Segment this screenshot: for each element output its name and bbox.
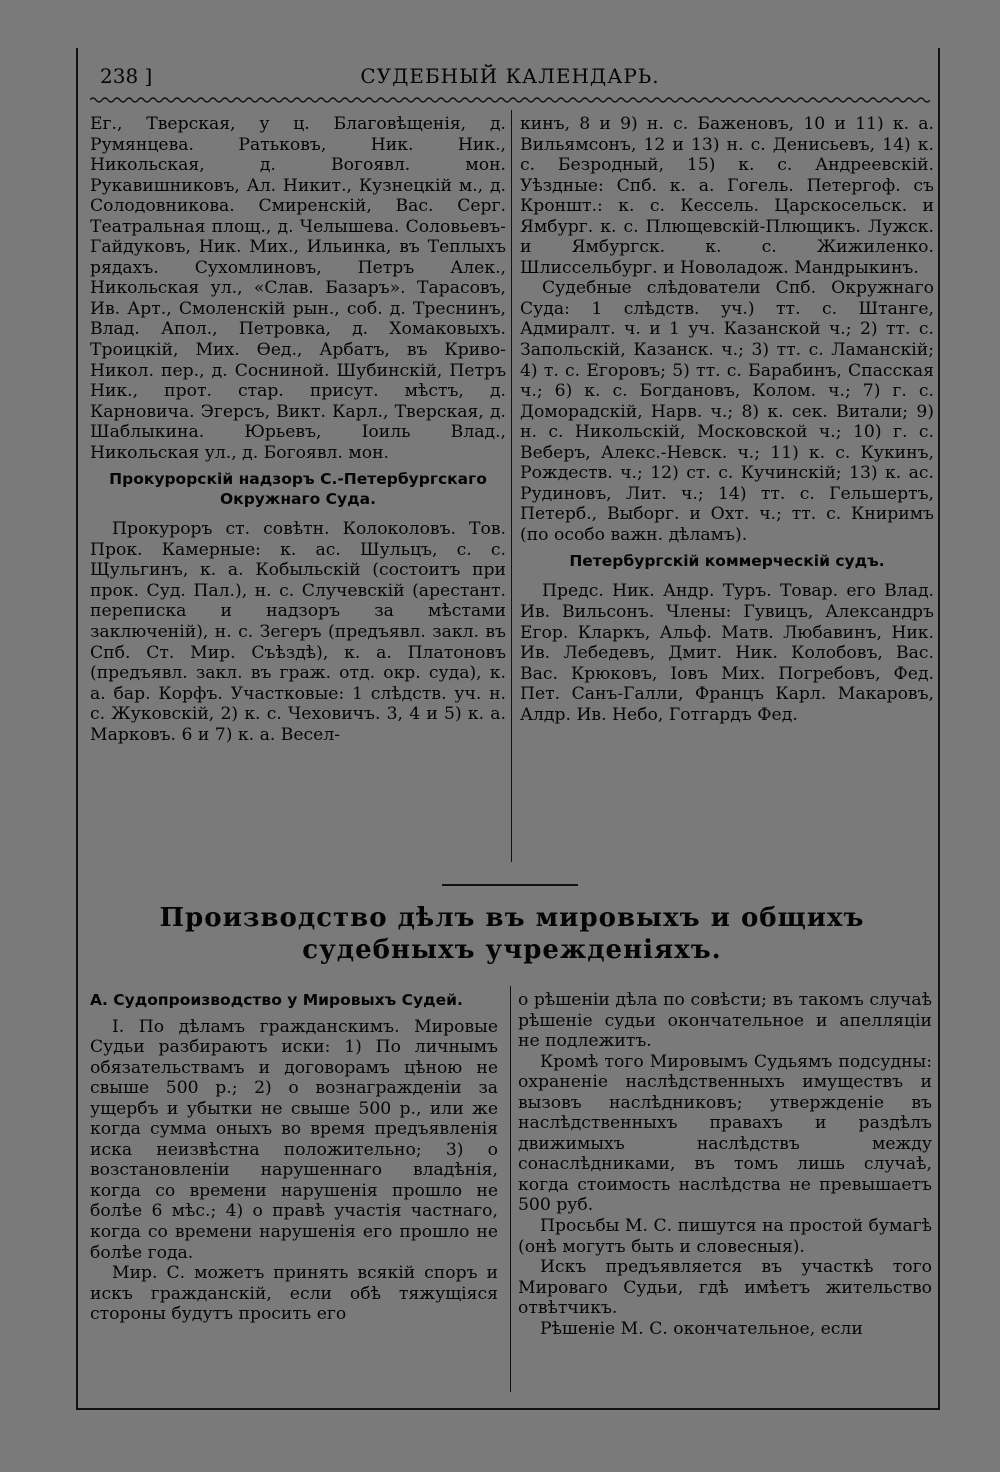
- section-heading-justices: А. Судопроизводство у Мировыхъ Судей.: [90, 991, 463, 1009]
- section-heading-commerce-court: Петербургскій коммерческій судъ.: [569, 552, 885, 571]
- section-heading-prosecutor: Прокурорскій надзоръ С.-Петербургскаго Окружнаго Суда.: [109, 470, 487, 509]
- header-wavy-rule: [90, 96, 930, 104]
- column-divider-bottom: [510, 986, 511, 1392]
- civil-cases-paragraph: I. По дѣламъ гражданскимъ. Мировые Судьи разбираютъ иски: 1) По личнымъ обязательствамъ и договорамъ цѣною не свыше 500 р.; 2) о вознагражденіи за ущербъ и убытки не свыше 500 р., или же когда сумма оныхъ во время предъявленія иска неизвѣстна положительно; 3) о возстановленіи нарушеннаго владѣнія, когда со времени нарушенія прошло не болѣе 6 мѣс.; 4) о правѣ участія частнаго, когда со времени нарушенія его прошло не болѣе года.: [90, 1016, 498, 1263]
- page-header: [88, 62, 932, 92]
- petitions-paragraph: Просьбы М. С. пишутся на простой бумагѣ (онѣ могутъ быть и словесныя).: [518, 1216, 932, 1257]
- inheritance-paragraph: Кромѣ того Мировымъ Судьямъ подсудны: охраненіе наслѣдственныхъ имуществъ и вызовъ наслѣдниковъ; утвержденіе въ наслѣдственныхъ правахъ и раздѣлъ движимыхъ наслѣдствъ между сонаслѣдниками, въ томъ лишь случаѣ, когда стоимость наслѣдства не превышаетъ 500 руб.: [518, 1051, 932, 1216]
- decision-paragraph: Рѣшеніе М. С. окончательное, если: [540, 1318, 863, 1339]
- right-column-bottom: [518, 990, 932, 1339]
- right-column-top: [520, 114, 934, 725]
- running-title: СУДЕБНЫЙ КАЛЕНДАРЬ.: [360, 64, 660, 88]
- investigators-continued-paragraph: кинъ, 8 и 9) н. с. Баженовъ, 10 и 11) к. а. Вильямсонъ, 12 и 13) н. с. Денисьевъ, 14) к. с. Безродный, 15) к. с. Андреевскій. Уѣздные: Спб. к. а. Гогель. Петергоф. съ Кроншт.: к. с. Кессель. Царскосельск. и Ямбург. к. с. Плющевскій-Плющикъ. Лужск. и Ямбургск. к. с. Жижиленко. Шлиссельбург. и Новоладож. Мандрыкинъ.: [520, 114, 934, 278]
- page-number: 238 ]: [100, 64, 153, 88]
- left-column-bottom: [90, 990, 498, 1325]
- dispute-paragraph: Мир. С. можетъ принять всякій споръ и искъ гражданскій, если обѣ тяжущіяся стороны будутъ просить его: [90, 1263, 498, 1325]
- judicial-investigators-paragraph: Судебные слѣдователи Спб. Окружнаго Суда: 1 слѣдств. уч.) тт. с. Штанге, Адмиралт. ч. и 1 уч. Казанской ч.; 2) тт. с. Запольскій, Казанск. ч.; 3) тт. с. Ламанскій; 4) т. с. Егоровъ; 5) тт. с. Барабинъ, Спасская ч.; 6) к. с. Богдановъ, Колом. ч.; 7) г. с. Доморадскій, Нарв. ч.; 8) к. сек. Витали; 9) н. с. Никольскій, Московской ч.; 10) г. с. Веберъ, Алекс.-Невск. ч.; 11) к. с. Кукинъ, Рождеств. ч.; 12) ст. с. Кучинскій; 13) к. ас. Рудиновъ, Лит. ч.; 14) тт. с. Гельшертъ, Петерб., Выборг. и Охт. ч.; тт. с. Книримъ (по особо важн. дѣламъ).: [520, 278, 934, 545]
- main-heading: Производство дѣлъ въ мировыхъ и общихъ судебныхъ учрежденіяхъ.: [159, 903, 865, 965]
- moscow-notaries-paragraph: Ег., Тверская, у ц. Благовѣщенія, д. Румянцева. Ратьковъ, Ник. Ник., Никольская, д. Вогоявл. мон. Рукавишниковъ, Ал. Никит., Кузнецкій м., д. Солодовникова. Смиренскій, Вас. Серг. Театральная площ., д. Челышева. Соловьевъ-Гайдуковъ, Ник. Мих., Ильинка, въ Теплыхъ рядахъ. Сухомлиновъ, Петръ Алек., Никольская ул., «Слав. Базаръ». Тарасовъ, Ив. Арт., Смоленскій рын., соб. д. Треснинъ, Влад. Апол., Петровка, д. Хомаковыхъ. Троицкій, Мих. Ѳед., Арбатъ, въ Криво-Никол. пер., д. Сосниной. Шубинскій, Петръ Ник., прот. стар. присут. мѣстъ, д. Карновича. Эгерсъ, Викт. Карл., Тверская, д. Шаблыкина. Юрьевъ, Іоиль Влад., Никольская ул., д. Богоявл. мон.: [90, 114, 506, 463]
- commerce-court-paragraph: Предс. Ник. Андр. Туръ. Товар. его Влад. Ив. Вильсонъ. Члены: Гувицъ, Александръ Егор. Кларкъ, Альф. Матв. Любавинъ, Ник. Ив. Лебедевъ, Дмит. Ник. Колобовъ, Вас. Вас. Крюковъ, Іовъ Мих. Погребовъ, Фед. Пет. Санъ-Галли, Францъ Карл. Макаровъ, Алдр. Ив. Небо, Готгардъ Фед.: [520, 581, 934, 725]
- conscience-paragraph: о рѣшеніи дѣла по совѣсти; въ такомъ случаѣ рѣшеніе судьи окончательное и апелляціи не подлежитъ.: [518, 990, 932, 1052]
- section-separator-rule: [442, 884, 578, 886]
- claim-filing-paragraph: Искъ предъявляется въ участкѣ того Мироваго Судьи, гдѣ имѣетъ жительство отвѣтчикъ.: [518, 1257, 932, 1319]
- left-column-top: [90, 114, 506, 745]
- column-divider-top: [511, 110, 512, 862]
- prosecutor-paragraph: Прокуроръ ст. совѣтн. Колоколовъ. Тов. Прок. Камерные: к. ас. Шульцъ, с. с. Щульгинъ, к. а. Кобыльскій (состоитъ при прок. Суд. Пал.), н. с. Случевскій (арестант. переписка и надзоръ за мѣстами заключеній), н. с. Зегеръ (предъявл. закл. въ Спб. Ст. Мир. Съѣздѣ), к. а. Платоновъ (предъявл. закл. въ граж. отд. окр. суда), к. а. бар. Корфъ. Участковые: 1 слѣдств. уч. н. с. Жуковскій, 2) к. с. Чеховичъ. 3, 4 и 5) к. а. Марковъ. 6 и 7) к. а. Весел-: [90, 519, 506, 745]
